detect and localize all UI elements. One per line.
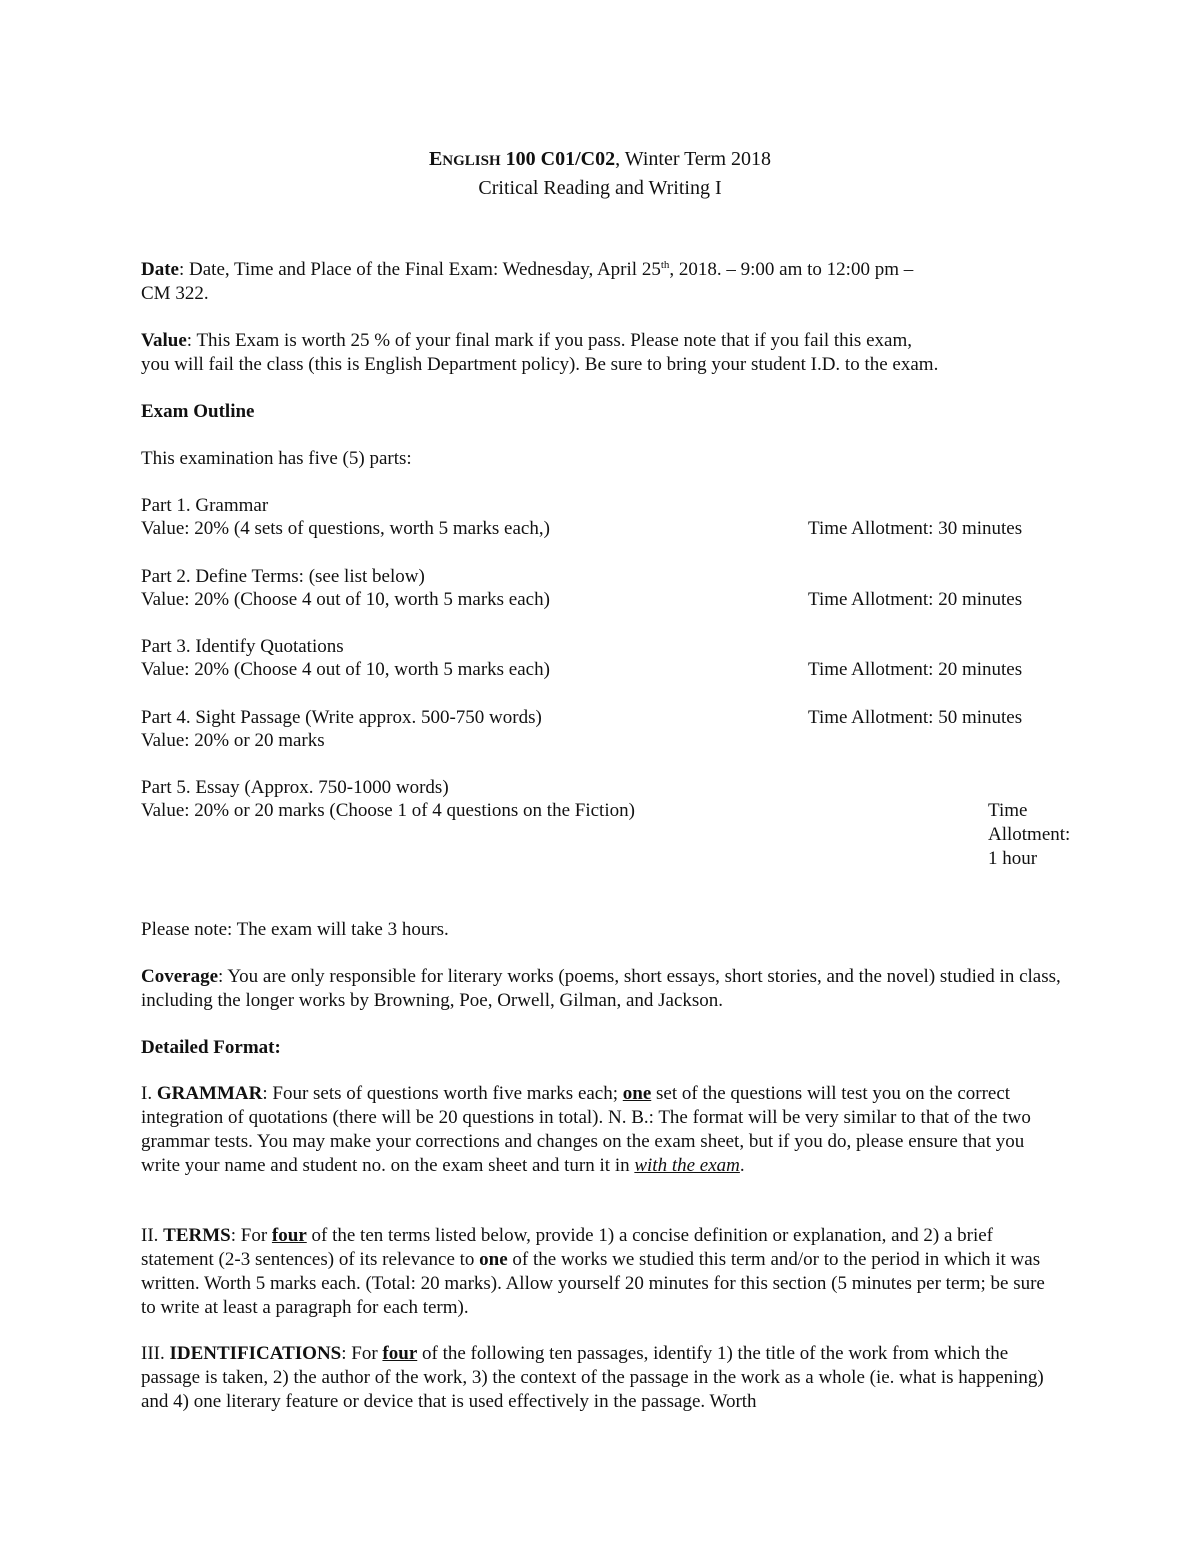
terms-text-2: of the ten terms listed below, provide 1) a concise definition or explanation, and 2) a brief statement (2-3 sentences) of its relevance to [141, 1225, 993, 1270]
identifications-label: IDENTIFICATIONS [169, 1343, 342, 1364]
date-superscript: th [660, 259, 670, 271]
part-3-title: Part 3. Identify Quotations [141, 636, 344, 657]
part-5-time: Time Allotment: 1 hour [988, 800, 1071, 869]
document-header [0, 145, 1200, 203]
grammar-emphasis-with-exam: with the exam [634, 1155, 740, 1176]
part-3-time: Time Allotment: 20 minutes [808, 659, 1023, 680]
part-3-value: Value: 20% (Choose 4 out of 10, worth 5 marks each) [141, 659, 550, 680]
course-title [0, 145, 1200, 174]
terms-paragraph [141, 1224, 1061, 1320]
identifications-text-1: : For [341, 1343, 383, 1364]
part-4-value: Value: 20% or 20 marks [141, 730, 325, 751]
terms-number: II. [141, 1225, 164, 1246]
value-line-1 [141, 329, 1061, 353]
exam-outline-heading: Exam Outline [141, 401, 255, 422]
part-1-time: Time Allotment: 30 minutes [808, 518, 1023, 539]
coverage-section [141, 965, 1061, 1013]
part-4-title: Part 4. Sight Passage (Write approx. 500-750 words) [141, 707, 542, 728]
value-section [141, 329, 1061, 377]
part-2-title: Part 2. Define Terms: (see list below) [141, 566, 425, 587]
part-5-title: Part 5. Essay (Approx. 750-1000 words) [141, 777, 449, 798]
grammar-text-3: . [739, 1155, 745, 1176]
part-1-title: Part 1. Grammar [141, 495, 269, 516]
coverage-paragraph [141, 965, 1061, 1013]
exam-outline-intro: This examination has five (5) parts: [141, 448, 412, 469]
grammar-number: I. [141, 1083, 157, 1104]
identifications-paragraph [141, 1342, 1061, 1414]
terms-text-3: of the works we studied this term and/or to the period in which it was written. Worth 5 marks each. (Total: 20 marks). Allow yourself 20 minutes for this section (5 minutes per term; be sure to write at least a paragraph for each term). [141, 1249, 1045, 1318]
course-initial: E [428, 148, 443, 170]
grammar-paragraph [141, 1082, 1061, 1178]
part-2-time: Time Allotment: 20 minutes [808, 589, 1023, 610]
grammar-emphasis-one: one [622, 1083, 652, 1104]
exam-duration-note: Please note: The exam will take 3 hours. [141, 919, 449, 940]
grammar-text-2: set of the questions will test you on the correct integration of quotations (there will be 20 questions in total). N. B.: The format will be very similar to that of the two grammar tests. You may make your corrections and changes on the exam sheet, but if you do, please ensure that you write your name and student no. on the exam sheet and turn it in [141, 1083, 1031, 1176]
grammar-text-1: : Four sets of questions worth five marks each; [262, 1083, 623, 1104]
date-line-1 [141, 258, 1061, 282]
value-line-2: you will fail the class (this is English Department policy). Be sure to bring your student I.D. to the exam. [141, 354, 939, 375]
grammar-section [141, 1082, 1061, 1178]
part-4-time: Time Allotment: 50 minutes [808, 707, 1023, 728]
coverage-text: : You are only responsible for literary works (poems, short essays, short stories, and the novel) studied in class, including the longer works by Browning, Poe, Orwell, Gilman, and Jackson. [141, 966, 1061, 1011]
date-text: : Date, Time and Place of the Final Exam: Wednesday, April 25 [178, 259, 661, 280]
coverage-label: Coverage [141, 966, 219, 987]
terms-emphasis-four: four [271, 1225, 307, 1246]
course-code: 100 C01/C02 [500, 148, 616, 170]
part-5-value: Value: 20% or 20 marks (Choose 1 of 4 questions on the Fiction) [141, 800, 635, 821]
identifications-section [141, 1342, 1061, 1414]
course-name-smallcaps: NGLISH [442, 153, 501, 169]
part-1-value: Value: 20% (4 sets of questions, worth 5 marks each,) [141, 518, 550, 539]
terms-label: TERMS [163, 1225, 231, 1246]
part-2-value: Value: 20% (Choose 4 out of 10, worth 5 marks each) [141, 589, 550, 610]
detailed-format-heading: Detailed Format: [141, 1037, 281, 1058]
terms-text-1: : For [230, 1225, 272, 1246]
date-line-2: CM 322. [141, 283, 209, 304]
date-section [141, 258, 1061, 306]
terms-section [141, 1224, 1061, 1320]
date-text-cont: , 2018. – 9:00 am to 12:00 pm – [669, 259, 914, 280]
identifications-emphasis-four: four [382, 1343, 418, 1364]
value-text: : This Exam is worth 25 % of your final mark if you pass. Please note that if you fail this exam, [186, 330, 912, 351]
terms-emphasis-one: one [479, 1249, 508, 1270]
identifications-text-2: of the following ten passages, identify 1) the title of the work from which the passage is taken, 2) the author of the work, 3) the context of the passage in the work as a whole (ie. what is happening) and 4) one literary feature or device that is used effectively in the passage. Worth [141, 1343, 1044, 1412]
grammar-label: GRAMMAR [156, 1083, 263, 1104]
identifications-number: III. [141, 1343, 170, 1364]
value-label: Value [141, 330, 187, 351]
date-label: Date [141, 259, 179, 280]
course-subtitle: Critical Reading and Writing I [478, 177, 722, 199]
course-term: , Winter Term 2018 [615, 148, 772, 170]
